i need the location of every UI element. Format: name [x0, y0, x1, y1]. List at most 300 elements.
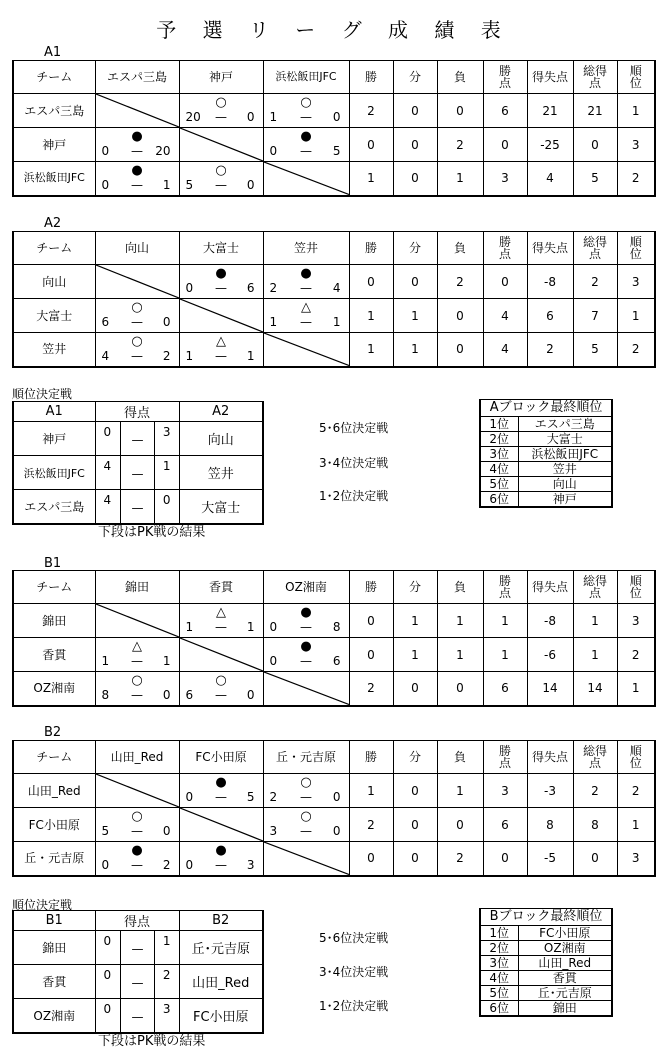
team-row — [13, 94, 655, 128]
header-total-goals: 総得点 — [573, 741, 617, 774]
team-name: 山田_Red — [13, 774, 95, 808]
stat-draw: 1 — [393, 299, 437, 333]
playoff-team-left: 浜松飯田JFC — [13, 456, 95, 490]
final-rank: 2位 — [480, 432, 518, 447]
stat-total-goals: 5 — [573, 162, 617, 196]
header-win: 勝 — [349, 232, 393, 265]
stat-loss: 0 — [437, 299, 483, 333]
score-right: 2 — [162, 348, 171, 363]
score-line — [96, 655, 179, 668]
stat-goal-diff: -25 — [527, 128, 573, 162]
playoff-header-score: 得点 — [95, 402, 179, 422]
score-left: 1 — [185, 348, 194, 363]
score-left: 0 — [101, 144, 110, 158]
stat-rank: 1 — [617, 808, 655, 842]
score-left: 1 — [101, 654, 110, 668]
team-name: 香貫 — [13, 638, 95, 672]
stat-draw: 0 — [393, 128, 437, 162]
final-standings-row — [480, 417, 612, 432]
score-dash: — — [131, 942, 144, 956]
team-name: エスパ三島 — [13, 94, 95, 128]
playoff-team-left: OZ湘南 — [13, 999, 95, 1033]
stat-goal-diff: 2 — [527, 333, 573, 367]
team-row — [13, 299, 655, 333]
final-rank: 6位 — [480, 492, 518, 508]
final-team: 大富士 — [518, 432, 612, 447]
stat-win: 2 — [349, 672, 393, 706]
playoff-team-left: 神戸 — [13, 422, 95, 456]
match-result — [179, 604, 263, 638]
result-symbol: ● — [300, 129, 312, 144]
match-result — [179, 333, 263, 367]
header-points: 勝点 — [483, 571, 527, 604]
score-dash: — — [131, 824, 143, 838]
header-opponent: 浜松飯田JFC — [263, 61, 349, 94]
score-right: 1 — [162, 934, 171, 948]
stat-total-goals: 8 — [573, 808, 617, 842]
score-box — [96, 842, 179, 875]
stat-win: 0 — [349, 265, 393, 299]
stat-goal-diff: 14 — [527, 672, 573, 706]
header-total-goals: 総得点 — [573, 61, 617, 94]
playoff-row — [13, 490, 263, 524]
self-cell — [263, 162, 349, 196]
score-right: 4 — [332, 281, 341, 295]
playoff-header — [13, 402, 263, 422]
score-box — [180, 842, 263, 875]
playoff-score — [95, 422, 179, 456]
result-symbol: ● — [215, 775, 227, 790]
league-table — [12, 570, 656, 707]
score-box — [96, 299, 179, 332]
score-box — [180, 94, 263, 127]
match-result — [95, 299, 179, 333]
score-dash: — — [131, 467, 144, 481]
header-rank: 順位 — [617, 571, 655, 604]
playoff-header-right: A2 — [179, 402, 263, 422]
match-result — [263, 638, 349, 672]
score-dash: — — [131, 144, 143, 158]
header-opponent: 錦田 — [95, 571, 179, 604]
stat-win: 2 — [349, 808, 393, 842]
result-symbol: ● — [131, 843, 143, 858]
playoff-label: 順位決定戦 — [12, 898, 73, 912]
stat-draw: 1 — [393, 604, 437, 638]
final-rank: 4位 — [480, 971, 518, 986]
stat-rank: 3 — [617, 265, 655, 299]
score-left: 4 — [103, 459, 112, 473]
team-row — [13, 638, 655, 672]
final-standings-table — [479, 908, 613, 1017]
team-name: FC小田原 — [13, 808, 95, 842]
self-cell — [179, 128, 263, 162]
header-goal-diff: 得失点 — [527, 571, 573, 604]
stat-total-goals: 0 — [573, 128, 617, 162]
score-right: 0 — [332, 110, 341, 124]
score-line — [96, 145, 179, 158]
playoff-header-score: 得点 — [95, 911, 179, 931]
stat-win: 1 — [349, 162, 393, 196]
header-draw: 分 — [393, 61, 437, 94]
team-name: OZ湘南 — [13, 672, 95, 706]
score-box — [180, 333, 263, 366]
final-rank: 5位 — [480, 477, 518, 492]
stat-loss: 2 — [437, 265, 483, 299]
team-name: 笠井 — [13, 333, 95, 367]
stat-rank: 1 — [617, 299, 655, 333]
playoff-match-label: 5･6位決定戦 — [319, 421, 389, 435]
result-symbol: △ — [216, 334, 226, 349]
score-divider — [154, 931, 155, 964]
score-right: 3 — [162, 1002, 171, 1016]
score-left: 8 — [101, 687, 110, 702]
stat-win: 0 — [349, 604, 393, 638]
team-name: 大富士 — [13, 299, 95, 333]
match-result — [179, 774, 263, 808]
final-team: エスパ三島 — [518, 417, 612, 432]
playoff-team-right: 向山 — [179, 422, 263, 456]
stat-goal-diff: 4 — [527, 162, 573, 196]
score-right: 0 — [162, 687, 171, 702]
diagonal-line — [264, 162, 349, 195]
score-right: 0 — [246, 177, 255, 192]
score-dash: — — [131, 177, 143, 192]
score-line — [180, 621, 263, 634]
final-team: 浜松飯田JFC — [518, 447, 612, 462]
final-standings-row — [480, 971, 612, 986]
score-left: 0 — [101, 177, 110, 192]
final-standings-row — [480, 986, 612, 1001]
stat-win: 1 — [349, 774, 393, 808]
score-dash: — — [131, 348, 143, 363]
final-team: 山田_Red — [518, 956, 612, 971]
score-dash: — — [215, 620, 227, 634]
final-standings-row — [480, 1001, 612, 1017]
match-result — [95, 638, 179, 672]
header-loss: 負 — [437, 232, 483, 265]
final-rank: 6位 — [480, 1001, 518, 1017]
score-left: 0 — [103, 425, 112, 439]
header-win: 勝 — [349, 571, 393, 604]
stat-points: 0 — [483, 128, 527, 162]
self-cell — [95, 774, 179, 808]
playoff-team-right: FC小田原 — [179, 999, 263, 1033]
score-right: 3 — [246, 857, 255, 872]
score-left: 1 — [185, 620, 194, 634]
team-row — [13, 333, 655, 367]
score-box — [180, 604, 263, 637]
header-loss: 負 — [437, 571, 483, 604]
match-result — [179, 842, 263, 876]
header-rank: 順位 — [617, 741, 655, 774]
final-standings-title: Aブロック最終順位 — [480, 400, 612, 417]
score-divider — [154, 490, 155, 523]
final-standings-header — [480, 400, 612, 417]
stat-draw: 0 — [393, 94, 437, 128]
header-opponent: 大富士 — [179, 232, 263, 265]
header-opponent: 神戸 — [179, 61, 263, 94]
score-left: 0 — [101, 857, 110, 872]
diagonal-line — [96, 774, 179, 807]
playoff-score — [95, 456, 179, 490]
result-symbol: ○ — [131, 334, 143, 349]
score-dash: — — [300, 144, 312, 158]
diagonal-line — [180, 808, 263, 841]
stat-draw: 0 — [393, 162, 437, 196]
result-symbol: △ — [301, 300, 311, 315]
stat-draw: 1 — [393, 638, 437, 672]
score-line — [180, 350, 263, 363]
header-total-goals: 総得点 — [573, 571, 617, 604]
header-points: 勝点 — [483, 741, 527, 774]
final-standings-row — [480, 462, 612, 477]
score-dash: — — [131, 501, 144, 515]
stat-rank: 1 — [617, 94, 655, 128]
score-dash: — — [131, 976, 144, 990]
score-right: 0 — [162, 824, 171, 838]
score-left: 4 — [103, 493, 112, 507]
stat-goal-diff: -8 — [527, 265, 573, 299]
score-left: 0 — [185, 281, 194, 295]
header-opponent: 香貫 — [179, 571, 263, 604]
team-row — [13, 604, 655, 638]
team-row — [13, 265, 655, 299]
header-rank: 順位 — [617, 232, 655, 265]
header-opponent: OZ湘南 — [263, 571, 349, 604]
final-rank: 3位 — [480, 956, 518, 971]
match-result — [263, 604, 349, 638]
header-goal-diff: 得失点 — [527, 61, 573, 94]
score-divider — [154, 965, 155, 998]
playoff-team-right: 笠井 — [179, 456, 263, 490]
stat-win: 0 — [349, 638, 393, 672]
stat-win: 0 — [349, 128, 393, 162]
final-rank: 3位 — [480, 447, 518, 462]
playoff-header-left: A1 — [13, 402, 95, 422]
score-line — [180, 111, 263, 124]
stat-win: 1 — [349, 299, 393, 333]
stat-goal-diff: 8 — [527, 808, 573, 842]
score-box — [264, 299, 349, 332]
match-result — [263, 774, 349, 808]
result-symbol: ● — [215, 843, 227, 858]
stat-rank: 2 — [617, 333, 655, 367]
team-name: 向山 — [13, 265, 95, 299]
score-left: 0 — [185, 790, 194, 804]
pk-note: 下段はPK戦の結果 — [98, 525, 206, 540]
score-dash: — — [300, 790, 312, 804]
score-divider — [154, 422, 155, 455]
score-box — [96, 931, 179, 964]
score-divider — [120, 456, 121, 489]
stat-goal-diff: 6 — [527, 299, 573, 333]
score-dash: — — [131, 654, 143, 668]
stat-rank: 3 — [617, 604, 655, 638]
group-label: A1 — [44, 45, 62, 60]
final-standings-row — [480, 432, 612, 447]
final-standings-row — [480, 941, 612, 956]
diagonal-line — [180, 638, 263, 671]
match-result — [179, 94, 263, 128]
result-symbol: ○ — [131, 300, 143, 315]
score-right: 2 — [162, 968, 171, 982]
league-table — [12, 60, 656, 197]
score-left: 2 — [269, 790, 278, 804]
score-divider — [120, 490, 121, 523]
team-row — [13, 162, 655, 196]
score-box — [96, 456, 179, 489]
final-standings-header — [480, 909, 612, 926]
score-right: 6 — [332, 654, 341, 668]
score-left: 1 — [269, 315, 278, 329]
stat-points: 4 — [483, 333, 527, 367]
stat-loss: 0 — [437, 333, 483, 367]
match-result — [263, 128, 349, 162]
score-line — [264, 825, 349, 838]
stat-draw: 0 — [393, 672, 437, 706]
header-points: 勝点 — [483, 232, 527, 265]
match-result — [263, 265, 349, 299]
score-right: 1 — [162, 177, 171, 192]
match-result — [95, 672, 179, 706]
diagonal-line — [264, 672, 349, 705]
stat-points: 6 — [483, 94, 527, 128]
stat-loss: 0 — [437, 808, 483, 842]
score-left: 1 — [269, 110, 278, 124]
score-dash: — — [131, 433, 144, 447]
self-cell — [263, 672, 349, 706]
header-draw: 分 — [393, 741, 437, 774]
header-total-goals: 総得点 — [573, 232, 617, 265]
result-symbol: ○ — [215, 95, 227, 110]
playoff-match-label: 5･6位決定戦 — [319, 931, 389, 945]
diagonal-line — [96, 604, 179, 637]
stat-total-goals: 2 — [573, 774, 617, 808]
team-name: 丘・元吉原 — [13, 842, 95, 876]
header-loss: 負 — [437, 61, 483, 94]
match-result — [179, 162, 263, 196]
final-team: OZ湘南 — [518, 941, 612, 956]
score-divider — [120, 999, 121, 1032]
score-line — [96, 316, 179, 329]
stat-win: 0 — [349, 842, 393, 876]
score-dash: — — [300, 281, 312, 295]
stat-loss: 0 — [437, 94, 483, 128]
score-right: 0 — [162, 315, 171, 329]
score-line — [96, 859, 179, 872]
stat-rank: 2 — [617, 162, 655, 196]
playoff-match-label: 1･2位決定戦 — [319, 999, 389, 1013]
header-draw: 分 — [393, 571, 437, 604]
stat-goal-diff: 21 — [527, 94, 573, 128]
final-team: 錦田 — [518, 1001, 612, 1017]
result-symbol: ○ — [300, 775, 312, 790]
score-divider — [120, 965, 121, 998]
score-dash: — — [215, 281, 227, 295]
self-cell — [95, 265, 179, 299]
score-dash: — — [131, 315, 143, 329]
score-divider — [120, 422, 121, 455]
diagonal-line — [180, 299, 263, 332]
playoff-team-right: 大富士 — [179, 490, 263, 524]
playoff-header-left: B1 — [13, 911, 95, 931]
score-right: 0 — [332, 824, 341, 838]
score-divider — [120, 931, 121, 964]
stat-total-goals: 7 — [573, 299, 617, 333]
score-box — [180, 672, 263, 705]
stat-draw: 1 — [393, 333, 437, 367]
header-opponent: FC小田原 — [179, 741, 263, 774]
score-line — [180, 179, 263, 192]
score-right: 5 — [332, 144, 341, 158]
final-standings-title: Bブロック最終順位 — [480, 909, 612, 926]
score-box — [96, 490, 179, 523]
header-win: 勝 — [349, 61, 393, 94]
score-box — [264, 808, 349, 841]
score-dash: — — [215, 110, 227, 124]
header-row — [13, 232, 655, 265]
score-dash: — — [300, 620, 312, 634]
final-standings-row — [480, 926, 612, 941]
playoff-team-left: 香貫 — [13, 965, 95, 999]
stat-loss: 1 — [437, 162, 483, 196]
page-title: 予 選 リ ー グ 成 績 表 — [156, 18, 511, 42]
score-divider — [154, 999, 155, 1032]
result-symbol: ○ — [300, 95, 312, 110]
score-box — [264, 638, 349, 671]
header-opponent: 笠井 — [263, 232, 349, 265]
score-right: 3 — [162, 425, 171, 439]
final-rank: 1位 — [480, 417, 518, 432]
diagonal-line — [96, 265, 179, 298]
team-name: 錦田 — [13, 604, 95, 638]
stat-loss: 1 — [437, 604, 483, 638]
score-left: 6 — [185, 687, 194, 702]
header-draw: 分 — [393, 232, 437, 265]
stat-loss: 0 — [437, 672, 483, 706]
final-team: 神戸 — [518, 492, 612, 508]
match-result — [179, 265, 263, 299]
stat-points: 0 — [483, 842, 527, 876]
stat-total-goals: 0 — [573, 842, 617, 876]
score-dash: — — [215, 177, 227, 192]
match-result — [263, 808, 349, 842]
stat-draw: 0 — [393, 774, 437, 808]
stat-total-goals: 14 — [573, 672, 617, 706]
stat-points: 6 — [483, 672, 527, 706]
stat-total-goals: 1 — [573, 638, 617, 672]
score-right: 5 — [246, 790, 255, 804]
match-result — [95, 162, 179, 196]
score-right: 1 — [332, 315, 341, 329]
score-box — [96, 965, 179, 998]
result-symbol: ○ — [131, 673, 143, 688]
score-dash: — — [300, 824, 312, 838]
score-dash: — — [131, 1010, 144, 1024]
stat-win: 1 — [349, 333, 393, 367]
header-opponent: 丘・元吉原 — [263, 741, 349, 774]
match-result — [263, 299, 349, 333]
score-right: 20 — [155, 144, 171, 158]
final-team: 香貫 — [518, 971, 612, 986]
score-right: 1 — [162, 459, 171, 473]
diagonal-line — [96, 94, 179, 127]
playoff-row — [13, 931, 263, 965]
score-box — [96, 128, 179, 161]
playoff-score — [95, 965, 179, 999]
stat-points: 4 — [483, 299, 527, 333]
score-line — [96, 689, 179, 702]
